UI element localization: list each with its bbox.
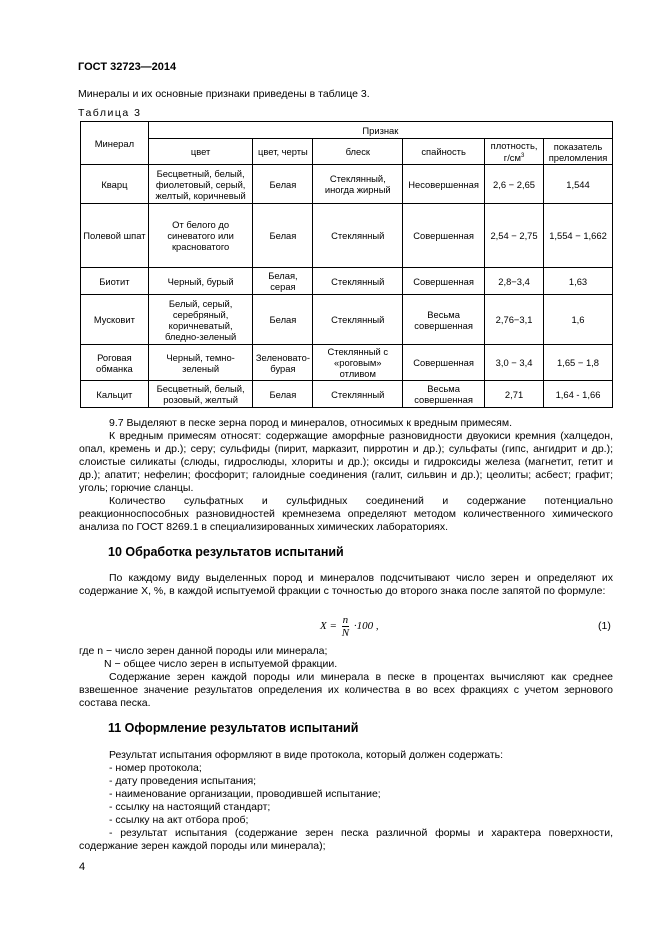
- header-priznak: Признак: [148, 122, 612, 139]
- cell-cleavage: Совершенная: [403, 268, 485, 295]
- formula-numerator: n: [342, 614, 349, 626]
- cell-streak: Зеленовато-бурая: [253, 345, 313, 381]
- paragraph: Содержание зерен каждой породы или минерала в песке в процентах вычисляют как среднее взвешенное значение результатов определения их количества в во всех фракциях с учетом зернового состава песка.: [79, 671, 613, 709]
- table-row: [81, 204, 613, 268]
- minerals-table: [80, 121, 613, 408]
- cell-refraction: 1,64 - 1,66: [544, 381, 613, 408]
- cell-luster: Стеклянный: [313, 204, 403, 268]
- section-10-where: [79, 645, 613, 710]
- page-number: 4: [79, 861, 86, 873]
- cell-refraction: 1,544: [544, 165, 613, 204]
- section-10-title: 10 Обработка результатов испытаний: [108, 545, 344, 559]
- cell-luster: Стеклянный с «роговым» отливом: [313, 345, 403, 381]
- cell-mineral: Кальцит: [81, 381, 149, 408]
- table-row: [81, 345, 613, 381]
- cell-color: Черный, темно-зеленый: [148, 345, 253, 381]
- where-line: N − общее число зерен в испытуемой фракции.: [104, 658, 338, 670]
- section-11-title: 11 Оформление результатов испытаний: [108, 721, 359, 735]
- cell-cleavage: Совершенная: [403, 204, 485, 268]
- header-density: плотность, $г/см^3$: [485, 139, 544, 165]
- list-item: - наименование организации, проводившей испытание;: [109, 788, 381, 800]
- cell-refraction: 1,554 − 1,662: [544, 204, 613, 268]
- cell-cleavage: Несовершенная: [403, 165, 485, 204]
- header-color: цвет: [148, 139, 253, 165]
- paragraph: По каждому виду выделенных пород и минералов подсчитывают число зерен и определяют их содержание X, %, в каждой испытуемой фракции с точностью до второго знака после запятой по формуле:: [79, 572, 613, 597]
- list-item: - результат испытания (содержание зерен песка различной формы и характера поверхности, содержание зерен каждой породы или минерала);: [79, 827, 613, 852]
- formula: [320, 614, 379, 639]
- cell-luster: Стеклянный, иногда жирный: [313, 165, 403, 204]
- table-row: [81, 381, 613, 408]
- section-10-intro: [79, 572, 613, 598]
- cell-density: 3,0 − 3,4: [485, 345, 544, 381]
- cell-color: Черный, бурый: [148, 268, 253, 295]
- formula-rhs: ·100 ,: [353, 620, 379, 633]
- table-row: [81, 165, 613, 204]
- where-line: где n − число зерен данной породы или минерала;: [79, 645, 328, 657]
- table-caption: Таблица 3: [78, 107, 142, 119]
- cell-density: 2,71: [485, 381, 544, 408]
- section-11-body: [79, 749, 613, 853]
- cell-color: Бесцветный, белый, фиолетовый, серый, желтый, коричневый: [148, 165, 253, 204]
- cell-color: От белого до синеватого или красноватого: [148, 204, 253, 268]
- header-luster: блеск: [313, 139, 403, 165]
- formula-number: (1): [598, 620, 611, 632]
- document-header: ГОСТ 32723—2014: [78, 61, 177, 73]
- paragraph: Результат испытания оформляют в виде протокола, который должен содержать:: [109, 749, 504, 761]
- cell-streak: Белая, серая: [253, 268, 313, 295]
- table-intro: Минералы и их основные признаки приведены в таблице 3.: [78, 88, 370, 100]
- cell-streak: Белая: [253, 204, 313, 268]
- cell-mineral: Мусковит: [81, 295, 149, 345]
- header-cleavage: спайность: [403, 139, 485, 165]
- cell-density: 2,76−3,1: [485, 295, 544, 345]
- cell-mineral: Биотит: [81, 268, 149, 295]
- section-9-7: [79, 417, 613, 534]
- cell-streak: Белая: [253, 295, 313, 345]
- paragraph: К вредным примесям относят: содержащие аморфные разновидности двуокиси кремния (халцедон, опал, кремень и др.); серу; сульфиды (пирит, марказит, пирротин и др.); сульфаты (гипс, ангидрит и др.); слоистые силикаты (слюды, гидрослюды, хлориты и др.); оксиды и гидроксиды железа (магнетит, гетит и др.); апатит; нефелин; фосфорит; галоидные соединения (галит, сильвин и др.); цеолиты; асбест; графит; уголь; горючие сланцы.: [79, 430, 613, 494]
- cell-density: 2,6 − 2,65: [485, 165, 544, 204]
- table-row: [81, 268, 613, 295]
- list-item: - ссылку на настоящий стандарт;: [109, 801, 271, 813]
- cell-mineral: Полевой шпат: [81, 204, 149, 268]
- cell-color: Бесцветный, белый, розовый, желтый: [148, 381, 253, 408]
- paragraph: 9.7 Выделяют в песке зерна пород и минералов, относимых к вредным примесям.: [109, 417, 513, 429]
- cell-luster: Стеклянный: [313, 268, 403, 295]
- cell-density: 2,54 − 2,75: [485, 204, 544, 268]
- formula-fraction: [342, 614, 350, 639]
- cell-cleavage: Весьма совершенная: [403, 381, 485, 408]
- formula-lhs: X =: [320, 620, 337, 633]
- formula-denominator: N: [341, 627, 350, 639]
- cell-refraction: 1,6: [544, 295, 613, 345]
- header-refraction: показатель преломления: [544, 139, 613, 165]
- cell-refraction: 1,63: [544, 268, 613, 295]
- cell-mineral: Роговая обманка: [81, 345, 149, 381]
- list-item: - номер протокола;: [109, 762, 202, 774]
- cell-luster: Стеклянный: [313, 381, 403, 408]
- table-row: [81, 295, 613, 345]
- cell-mineral: Кварц: [81, 165, 149, 204]
- paragraph: Количество сульфатных и сульфидных соединений и содержание потенциально реакционноспособных разновидностей кремнезема определяют методом количественного химического анализа по ГОСТ 8269.1 в специализированных химических лабораториях.: [79, 495, 613, 533]
- list-item: - ссылку на акт отбора проб;: [109, 814, 249, 826]
- header-mineral: Минерал: [81, 122, 149, 165]
- cell-luster: Стеклянный: [313, 295, 403, 345]
- cell-cleavage: Совершенная: [403, 345, 485, 381]
- cell-density: 2,8−3,4: [485, 268, 544, 295]
- cell-streak: Белая: [253, 165, 313, 204]
- cell-streak: Белая: [253, 381, 313, 408]
- cell-cleavage: Весьма совершенная: [403, 295, 485, 345]
- cell-refraction: 1,65 − 1,8: [544, 345, 613, 381]
- cell-color: Белый, серый, серебряный, коричневатый, бледно-зеленый: [148, 295, 253, 345]
- list-item: - дату проведения испытания;: [109, 775, 257, 787]
- header-streak: цвет, черты: [253, 139, 313, 165]
